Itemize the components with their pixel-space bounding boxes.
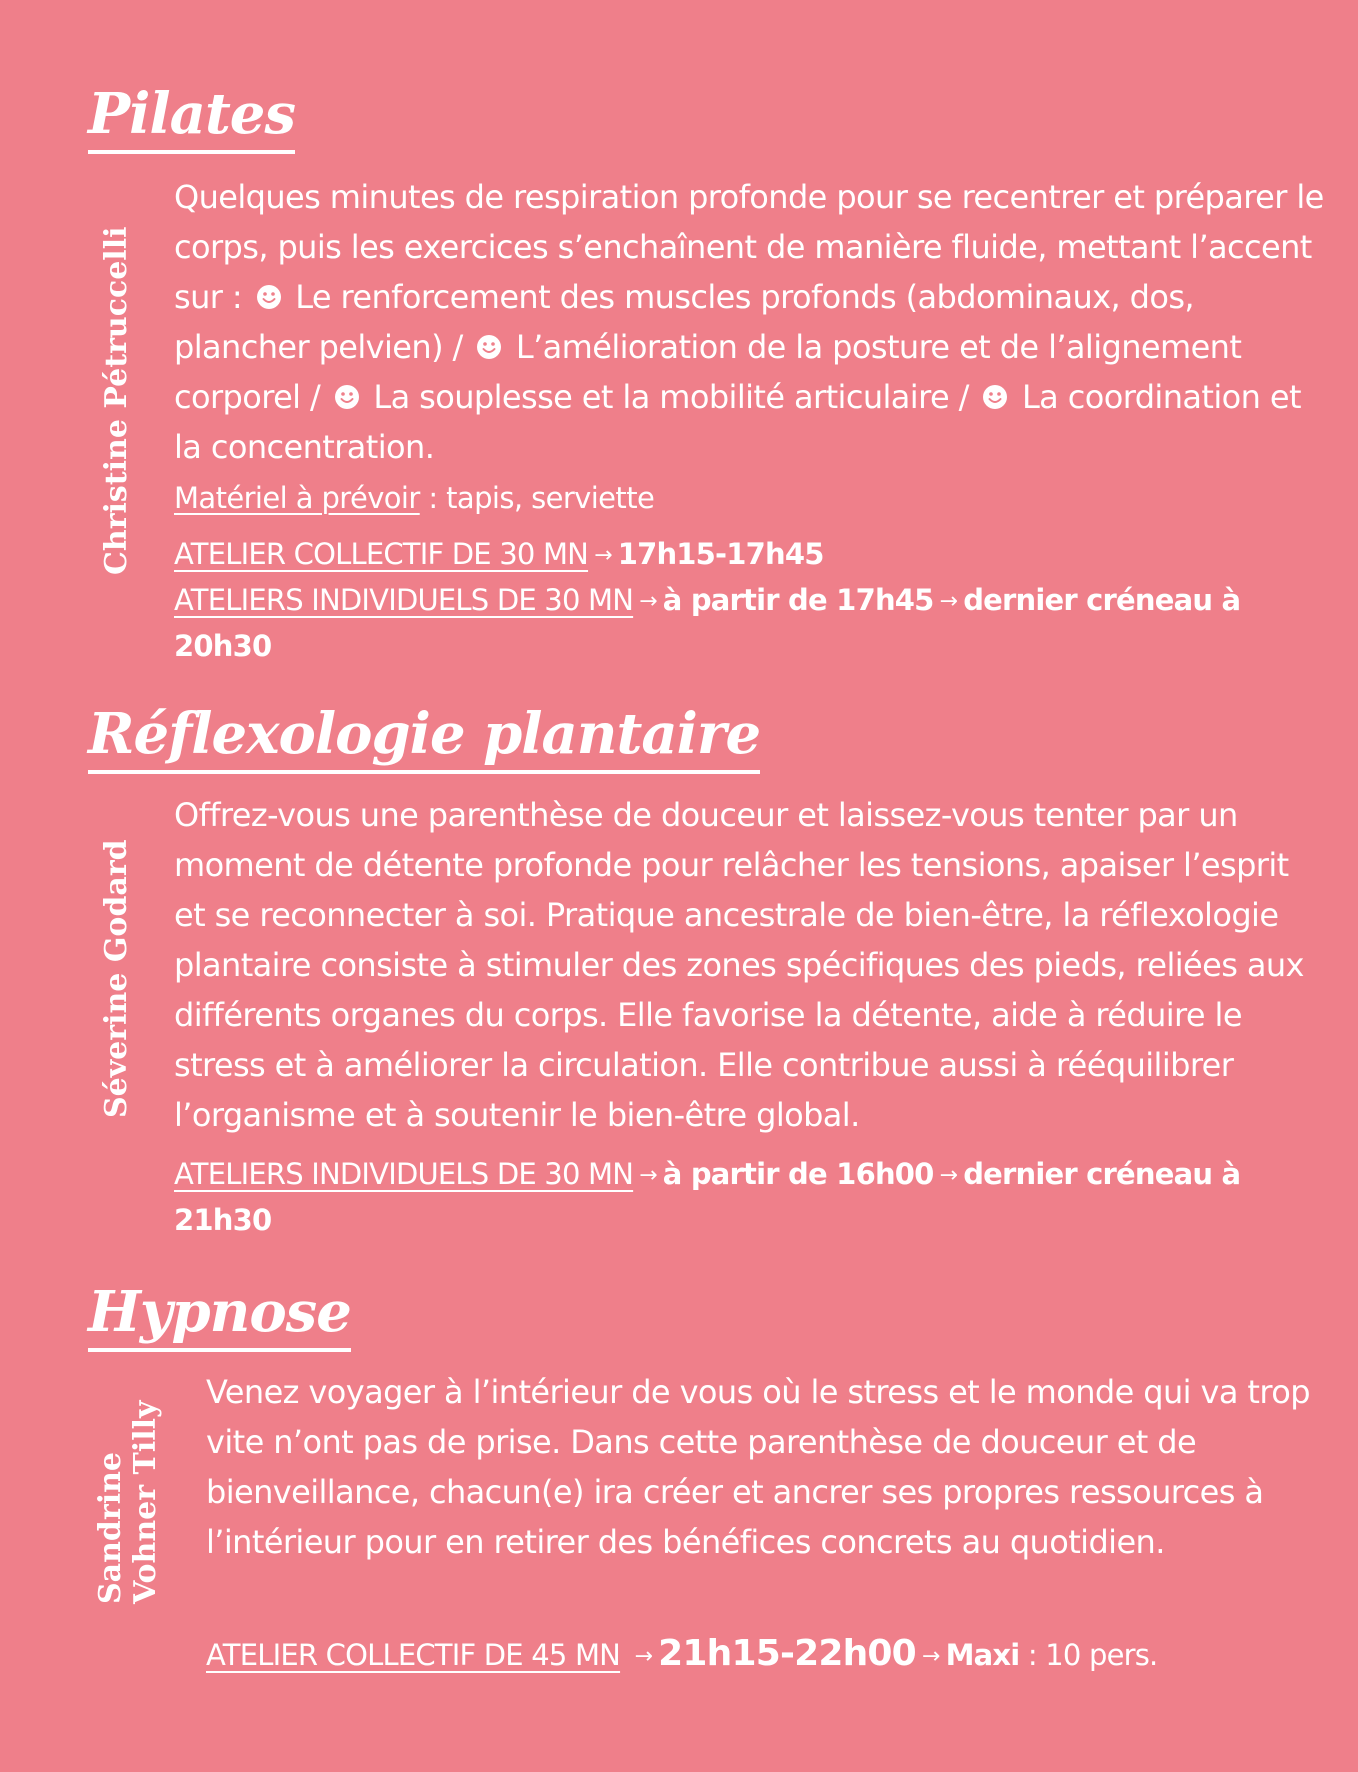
smiley-icon [256, 284, 282, 310]
arrow-right-icon: → [594, 543, 612, 568]
maxi-label: Maxi [945, 1638, 1020, 1672]
description-point: L’amélioration de la posture et de l’alignement corporel / [174, 328, 1242, 416]
description-point: La coordination et la concentration. [174, 378, 1301, 466]
maxi-value: 10 pers. [1045, 1638, 1158, 1672]
schedule-time: 21h15-22h00 [658, 1633, 916, 1674]
schedule-row-collectif [206, 1632, 1306, 1679]
schedule-kind: ATELIERS INDIVIDUELS DE 30 MN [174, 1157, 634, 1191]
description-point: Le renforcement des muscles profonds (abdominaux, dos, plancher pelvien) / [174, 278, 1194, 366]
section-title: Réflexologie plantaire [88, 706, 760, 774]
description-point: La souplesse et la mobilité articulaire / [373, 378, 969, 416]
maxi-separator: : [1019, 1638, 1046, 1672]
schedule-kind: ATELIERS INDIVIDUELS DE 30 MN [174, 583, 634, 617]
instructor-name [100, 226, 135, 575]
materiel-value: tapis, serviette [446, 481, 655, 515]
arrow-right-icon: → [639, 589, 657, 614]
schedule-kind: ATELIER COLLECTIF DE 30 MN [174, 537, 589, 571]
schedule-kind: ATELIER COLLECTIF DE 45 MN [206, 1638, 621, 1672]
schedule-last-slot: dernier créneau à 21h30 [174, 1157, 1241, 1237]
smiley-icon [476, 334, 502, 360]
instructor-name-line: Vohner Tilly [127, 1400, 163, 1604]
schedule-row-individuels [174, 1152, 1254, 1242]
instructor-name [100, 839, 135, 1118]
smiley-icon [982, 384, 1008, 410]
schedule-block [174, 532, 1254, 668]
materiel-separator: : [419, 481, 447, 515]
schedule-time: 17h15-17h45 [617, 537, 824, 571]
instructor-name [94, 1401, 163, 1604]
section-description [174, 172, 1324, 472]
arrow-right-icon: → [634, 1644, 653, 1669]
description-intro: Quelques minutes de respiration profonde pour se recentrer et préparer le corps, puis les exercices s’enchaînent de manière fluide, mettant l’accent sur : [174, 178, 1324, 316]
section-description: Venez voyager à l’intérieur de vous où le stress et le monde qui va trop vite n’ont pas de prise. Dans cette parenthèse de douceur et de bienveillance, chacun(e) ira créer et ancrer ses propres ressources à l’intérieur pour en retirer des bénéfices concrets au quotidien. [206, 1373, 1310, 1561]
schedule-block [206, 1632, 1306, 1679]
materiel-label: Matériel à prévoir [174, 481, 420, 515]
arrow-right-icon: → [939, 589, 958, 614]
instructor-name-line: Sandrine [93, 1452, 128, 1604]
schedule-last-slot: dernier créneau à 20h30 [174, 583, 1241, 663]
arrow-right-icon: → [639, 1163, 657, 1188]
arrow-right-icon: → [921, 1644, 940, 1669]
instructor-name-line: Séverine Godard [99, 839, 134, 1118]
schedule-start: à partir de 16h00 [662, 1157, 934, 1191]
schedule-block [174, 1152, 1254, 1242]
section-title: Hypnose [88, 1284, 351, 1352]
section-description: Offrez-vous une parenthèse de douceur et laissez-vous tenter par un moment de détente profonde pour relâcher les tensions, apaiser l’esprit et se reconnecter à soi. Pratique ancestrale de bien-être, la réflexologie plantaire consiste à stimuler des zones spécifiques des pieds, reliées aux différents organes du corps. Elle favorise la détente, aide à réduire le stress et à améliorer la circulation. Elle contribue aussi à rééquilibrer l’organisme et à soutenir le bien-être global. [174, 796, 1304, 1134]
schedule-start: à partir de 17h45 [662, 583, 934, 617]
instructor-name-line: Christine Pétruccelli [99, 226, 134, 575]
schedule-row-collectif [174, 532, 1254, 578]
arrow-right-icon: → [939, 1163, 958, 1188]
section-title: Pilates [88, 86, 295, 154]
smiley-icon [334, 384, 360, 410]
schedule-row-individuels [174, 578, 1254, 668]
materiel-line [174, 478, 654, 518]
